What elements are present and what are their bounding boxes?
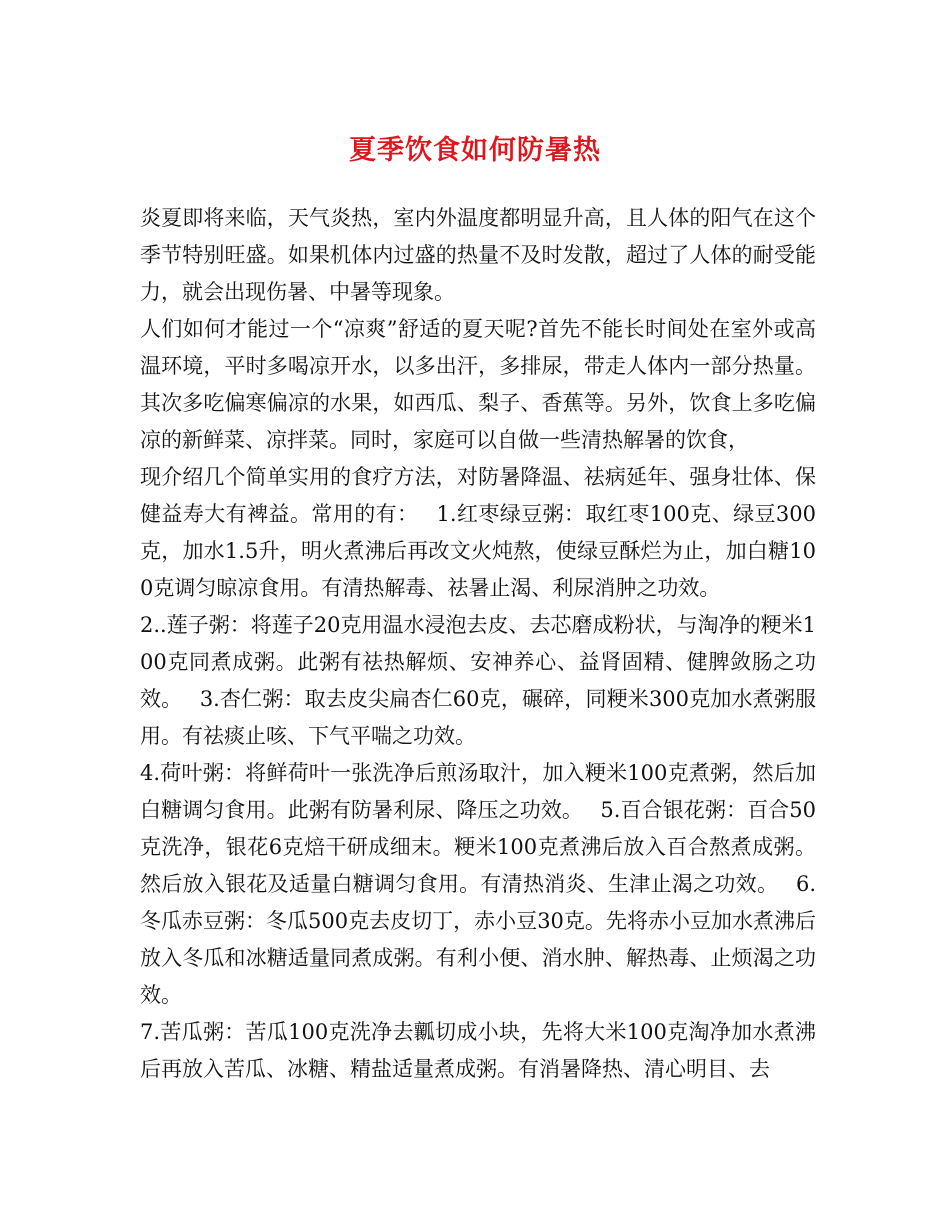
paragraph-recipe-7: 7.苦瓜粥：苦瓜100克洗净去瓤切成小块，先将大米100克淘净加水煮沸后再放入苦瓜、冰糖、精盐适量煮成粥。有消暑降热、清心明目、去	[140, 1020, 816, 1081]
paragraph-recipes-4-6: 4.荷叶粥：将鲜荷叶一张洗净后煎汤取汁，加入粳米100克煮粥，然后加白糖调匀食用。此粥有防暑利尿、降压之功效。 5.百合银花粥：百合50克洗净，银花6克焙干研成细末。粳米100克煮沸后放入百合熬煮成粥。然后放入银花及适量白糖调匀食用。有清热消炎、生津止渴之功效。 6.冬瓜赤豆粥：冬瓜500克去皮切丁，赤小豆30克。先将赤小豆加水煮沸后放入冬瓜和冰糖适量同煮成粥。有利小便、消水肿、解热毒、止烦渴之功效。	[140, 761, 816, 1007]
paragraph-cooling-tips: 人们如何才能过一个“凉爽”舒适的夏天呢?首先不能长时间处在室外或高温环境，平时多喝凉开水，以多出汗，多排尿，带走人体内一部分热量。其次多吃偏寒偏凉的水果，如西瓜、梨子、香蕉等。另外，饮食上多吃偏凉的新鲜菜、凉拌菜。同时，家庭可以自做一些清热解暑的饮食，	[140, 317, 816, 452]
paragraph-recipes-2-3: 2..莲子粥：将莲子20克用温水浸泡去皮、去芯磨成粉状，与淘净的粳米100克同煮成粥。此粥有祛热解烦、安神养心、益肾固精、健脾敛肠之功效。 3.杏仁粥：取去皮尖扁杏仁60克，碾碎，同粳米300克加水煮粥服用。有祛痰止咳、下气平喘之功效。	[140, 613, 816, 748]
paragraph-recipes-intro: 现介绍几个简单实用的食疗方法，对防暑降温、祛病延年、强身壮体、保健益寿大有裨益。常用的有： 1.红枣绿豆粥：取红枣100克、绿豆300克，加水1.5升，明火煮沸后再改文火炖熬，使绿豆酥烂为止，加白糖100克调匀晾凉食用。有清热解毒、祛暑止渴、利尿消肿之功效。	[140, 465, 816, 600]
document-body	[140, 200, 816, 1088]
paragraph-intro: 炎夏即将来临，天气炎热，室内外温度都明显升高，且人体的阳气在这个季节特别旺盛。如果机体内过盛的热量不及时发散，超过了人体的耐受能力，就会出现伤暑、中暑等现象。	[140, 206, 816, 304]
document-title: 夏季饮食如何防暑热	[349, 135, 601, 166]
